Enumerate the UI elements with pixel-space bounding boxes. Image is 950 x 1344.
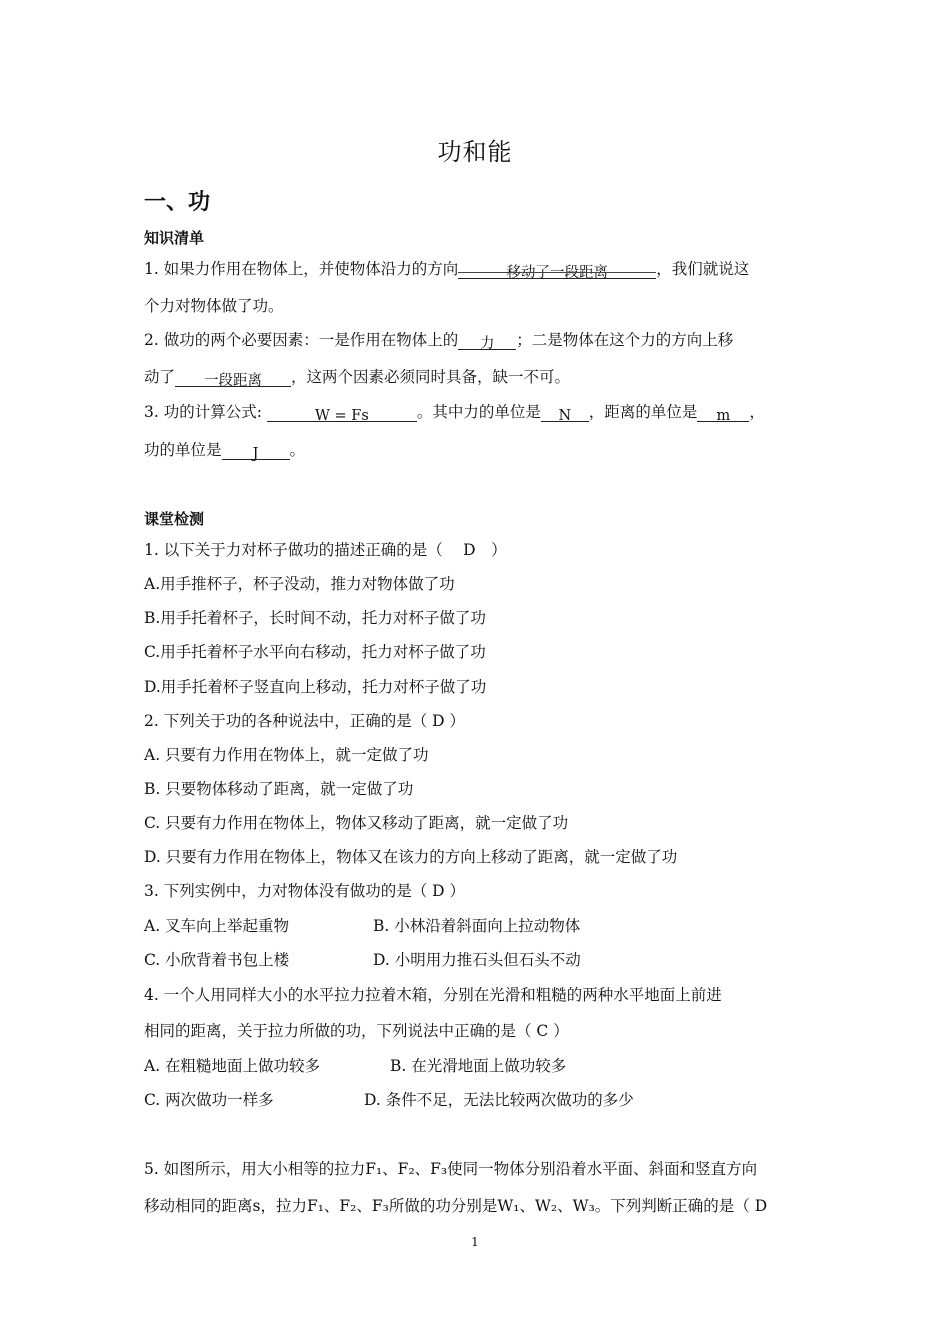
cc-q4-option-b: B. 在光滑地面上做功较多 — [390, 1057, 567, 1075]
cc-q2-option-c: C. 只要有力作用在物体上，物体又移动了距离，就一定做了功 — [144, 814, 569, 832]
cc-q1-option-c: C.用手托着杯子水平向右移动，托力对杯子做了功 — [144, 643, 486, 661]
q3-work-unit-blank — [222, 441, 290, 460]
cc-q1-option-a: A.用手推杯子，杯子没动，推力对物体做了功 — [144, 575, 455, 593]
page-number: 1 — [471, 1235, 479, 1249]
q3-cont-post: 。 — [289, 441, 306, 459]
cc-q2-option-b: B. 只要物体移动了距离，就一定做了功 — [144, 780, 414, 798]
q1-text-pre: 1. 如果力作用在物体上，并使物体沿力的方向 — [144, 260, 459, 278]
q3-text-pre: 3. 功的计算公式: — [144, 403, 267, 421]
q3-formula: W = Fs — [314, 408, 369, 424]
knowledge-q3-line1 — [144, 402, 765, 422]
cc-q2-stem: 2. 下列关于功的各种说法中，正确的是（ D ） — [144, 712, 465, 730]
knowledge-heading: 知识清单 — [144, 229, 205, 247]
cc-q1-option-b: B.用手托着杯子，长时间不动，托力对杯子做了功 — [144, 609, 486, 627]
q3-formula-blank — [267, 403, 417, 422]
knowledge-q3-line2 — [144, 440, 305, 460]
cc-q3-stem: 3. 下列实例中，力对物体没有做功的是（ D ） — [144, 882, 465, 900]
cc-q5-stem-line1: 5. 如图所示，用大小相等的拉力F₁、F₂、F₃使同一物体分别沿着水平面、斜面和竖直方向 — [144, 1160, 758, 1178]
cc-q4-stem-line2: 相同的距离，关于拉力所做的功，下列说法中正确的是（ C ） — [144, 1022, 569, 1040]
cc-q4-option-a: A. 在粗糙地面上做功较多 — [144, 1057, 321, 1075]
q2-text-pre: 2. 做功的两个必要因素：一是作用在物体上的 — [144, 331, 459, 349]
cc-q4-option-c: C. 两次做功一样多 — [144, 1091, 274, 1109]
cc-q3-option-c: C. 小欣背着书包上楼 — [144, 951, 290, 969]
q1-answer: 移动了一段距离 — [506, 265, 608, 281]
page-title: 功和能 — [437, 138, 513, 166]
q3-distance-unit: m — [716, 408, 731, 424]
cc-q4-option-d: D. 条件不足，无法比较两次做功的多少 — [364, 1091, 634, 1109]
classcheck-heading: 课堂检测 — [144, 510, 205, 528]
cc-q3-option-a: A. 叉车向上举起重物 — [144, 917, 290, 935]
cc-q3-option-b: B. 小林沿着斜面向上拉动物体 — [373, 917, 581, 935]
q2-answer2-blank — [175, 368, 291, 387]
knowledge-q1-line2: 个力对物体做了功。 — [144, 297, 284, 315]
q3-text-post: ， — [749, 403, 765, 421]
cc-q3-option-d: D. 小明用力推石头但石头不动 — [373, 951, 581, 969]
q2-answer1-blank — [458, 331, 516, 350]
knowledge-q1-line1 — [144, 259, 749, 279]
cc-q2-option-a: A. 只要有力作用在物体上，就一定做了功 — [144, 746, 429, 764]
q2-answer2: 一段距离 — [204, 373, 263, 389]
q3-cont-pre: 功的单位是 — [144, 441, 222, 459]
q1-text-post: ，我们就说这 — [656, 260, 750, 278]
section-heading-work: 一、功 — [144, 190, 211, 215]
cc-q2-option-d: D. 只要有力作用在物体上，物体又在该力的方向上移动了距离，就一定做了功 — [144, 848, 678, 866]
q2-cont-post: ，这两个因素必须同时具备，缺一不可。 — [291, 368, 571, 386]
knowledge-q2-line2 — [144, 367, 570, 387]
q3-force-unit: N — [558, 408, 572, 424]
q3-distance-unit-blank — [697, 403, 749, 422]
q2-answer1: 力 — [479, 336, 495, 352]
q2-cont-pre: 动了 — [144, 368, 176, 386]
q1-strike-line — [458, 272, 656, 273]
q3-text-mid1: 。其中力的单位是 — [416, 403, 541, 421]
q3-force-unit-blank — [541, 403, 589, 422]
knowledge-q2-line1 — [144, 330, 733, 350]
cc-q1-option-d: D.用手托着杯子竖直向上移动，托力对杯子做了功 — [144, 678, 487, 696]
q3-work-unit: J — [252, 446, 259, 462]
q3-text-mid2: ，距离的单位是 — [588, 403, 698, 421]
cc-q4-stem-line1: 4. 一个人用同样大小的水平拉力拉着木箱，分别在光滑和粗糙的两种水平地面上前进 — [144, 986, 722, 1004]
cc-q1-stem: 1. 以下关于力对杯子做功的描述正确的是（ D ） — [144, 541, 507, 559]
q2-text-mid: ；二是物体在这个力的方向上移 — [516, 331, 734, 349]
cc-q5-stem-line2: 移动相同的距离s，拉力F₁、F₂、F₃所做的功分别是W₁、W₂、W₃。下列判断正确的是（ D — [144, 1197, 768, 1215]
q1-answer-blank — [458, 260, 656, 279]
